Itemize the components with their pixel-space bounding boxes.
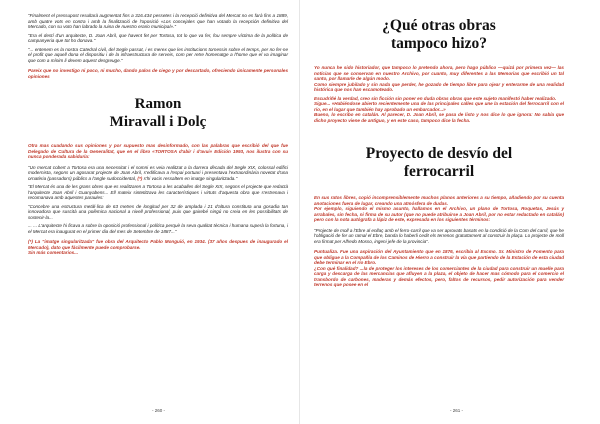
other-works-para-3: Escudriñé la verdad, creo sin ficción sin poner en duda obras obras que este sujeto manifestó haber realizado.	[314, 95, 557, 101]
section-title-railway-project: Proyecto de desvío del ferrocarril	[365, 145, 513, 180]
ramon-quote-1-text: "Un mercat cobert a Tortosa era una necessitat i el somni es veia realitzat a la darrera dècada del Segle XIX, colossal edifici modernista, segons un agosarat projecte de Joan Abril, s'edificava a l'espai portuari i presentava l'extraordinària novetat d'una ornatèria (passadors) públics a l'angle sudoccidental,	[28, 164, 288, 181]
intro-quote-1: "Finalment el pressupost resultarà augmentat fins a 316.434 pessetes i la recepció definitiva del Mercat no es farà fins a 1889, amb quatre vots en contra i amb la finalització de l'oposició «Los concejales que han votado la recepción definitiva del Mercado, con su voto han labrado la ruina de nuestro erario municipal»."	[28, 13, 288, 29]
ramon-red-intro: Otra mas cuadando sus opiniones y por supuesto mas desinformado, con las palabras que escribió del que fue Delegado de Cultura de la Generalitat, que en el libro «TORTOSA d'abir i d'avui» Edición 1993, nos ilustra con su nunca ponderada sabiduria:	[28, 143, 288, 159]
ramon-closing: Sin más comentarios...	[28, 250, 79, 255]
ramon-quote-1-end: s'hi vacis ressaltem en imatge singularitzada."	[143, 175, 238, 181]
railway-quote: "Projecte de moll a l'Ebre al enllaç amb el ferro-carril que va ser aprovats basats en la condició de la Com del carril, que he l'obligació de fer un ramal el Ebre, banda lo haberli cedit els terrenos gratuïtament al construir la plaça. Lo projecte de moll era firmat per Alfredo Mosso, ingeni jefe de la provincia".	[314, 227, 564, 244]
other-works-para-4: Sigue... «Habiéndose abierto recientemente una de las principales calles que une la estación del ferrocarril con el río, en el lugar que también hay aprobado un embarcador...»	[314, 101, 564, 112]
ramon-quote-4: ... ... L'arquitecte hi ficava a sobre la oposició professional i política perquè la seva qualitat tècnica i humana superà la fortuna, i el Mercat era inaugurat en el primer dia del mes de Setembre de 1887..."	[28, 223, 288, 234]
page-number-left: - 260 -	[152, 408, 166, 413]
other-works-para-2: Como siempre jubilado y sin nada que perder, he gozado de tiempo libre para ojear y enterarme de una realidad histórica que nos han escamoteado.	[314, 81, 564, 92]
section-title-other-works: ¿Qué otras obras tampoco hizo?	[382, 17, 496, 52]
railway-para-4: ¿Con qué finalidad? ...la de proteger los intereses de los comerciantes de la ciudad para construir un muelle para carga y descarga de las mercancías que afluyen a la plaza, el objeto de hacer mas cómodo para el comercio el transbordo de carbones, maderas y demás efectos, pero, faltos de recursos, pedir autorización para vender terrenos que posee en el	[314, 265, 564, 287]
intro-quote-2: "Era el destí d'un arquitecte, D. Joan Abril, que havent fet per Tortosa, tot lo que va fer, fou sempre víctima de la política de campanyeria que tot ho donava."	[28, 32, 288, 43]
intro-quote-3: "... entenem es la nostra Catedral civil, del Segle passat, i es merex que les institucions tornessin sobre el temps, per no fer-ne el profit que aquell dona el dispositiu i de la infraestructura de serveis, com per retre homenatge a l'home que el va imaginar que com a mínim li devem aquest desgreuge."	[28, 46, 288, 63]
ramon-footnote: (*) La "imatge singularitzada" fue obra del Arquitecto Pablo Monguió, en 1934. (37 años despues de inaugurado el Mercado), dato que fácilmente puede comprobarse.	[28, 239, 288, 250]
other-works-para-5: Bueno, lo escribo en catalán. Al parecer, D. Joan Abril, se pasa de listo y nos dice lo que ignora: No sabía que dicho proyecto viene de antiguo, y en este caso, tampoco dice la fecha.	[314, 112, 564, 123]
railway-para-3: Puntualiza. Fue una aspiración del Ayuntamiento que en 1876, escribía al Excmo. Sr. Ministro de Fomento para que obligue a la Compañía de los Caminos de Hierro a construir la vía que partiendo de la Estación de esta ciudad debe terminar en el río Ebro.	[314, 249, 564, 265]
railway-para-2: Por ejemplo, siguiendo el mismo asunto, hallamos en el Archivo, un plano de Tortosa, Roquetas, Jesús y arrabales, sin fecha, ni firma de su autor (que no puede atribuirse a Joan Abril, por no estar redactado en catalán) pero con la nota autógrafa a lápiz de este, expresada en los siguientes términos:	[314, 206, 564, 222]
railway-para-1: En sus ratos libres, copió incomprensiblemente muchos planos anteriores a su tiempo, añadiendo por su cuenta anotaciones fuera de lugar, creando una atmósfera de dudas.	[314, 195, 564, 206]
ramon-quote-3: "Concebre una estructura metàl·lica de 63 metres de longitud per 32 de amplada i 21 d'altura constituïa una gosadia tan innovadora que suscità una polèmica nacional a nivell professional, puix que gairebé ningú no creia en les possibilitats de sostenir-la...	[28, 203, 288, 220]
other-works-para-1: Yo nunca he sido historiador, que tampoco lo pretendo ahora, pero hago público —quizá por primera vez— las noticias que se conservan en nuestro Archivo, por cuanto, muy diferentes a las Memorias que escribió un tal santo, por llamarle de algún modo.	[314, 65, 564, 81]
footnote-reference: (*)	[137, 175, 143, 181]
ramon-quote-2: "El Mercat és una de les grans obres que es realitzaren a Tortosa a les acaballes del Segle XIX, segons el projecte que redactà l'arquitecte Joan Abril i Guanyabens... Ell mateix sintetitzava les característiques i virtuts d'aquesta obra que s'estrenava i recomanava amb aquestes paraules:	[28, 184, 288, 200]
page-number-right: - 261 -	[450, 408, 464, 413]
section-title-ramon: Ramon Miravall i Dolç	[109, 96, 207, 130]
right-page	[300, 0, 600, 424]
intro-red-comment: Pareix que no investigo ni poco, ni mucho, dando palos de ciego y por descartado, ofreciendo únicamente personales opiniones	[28, 68, 288, 79]
ramon-quote-1	[28, 165, 288, 182]
